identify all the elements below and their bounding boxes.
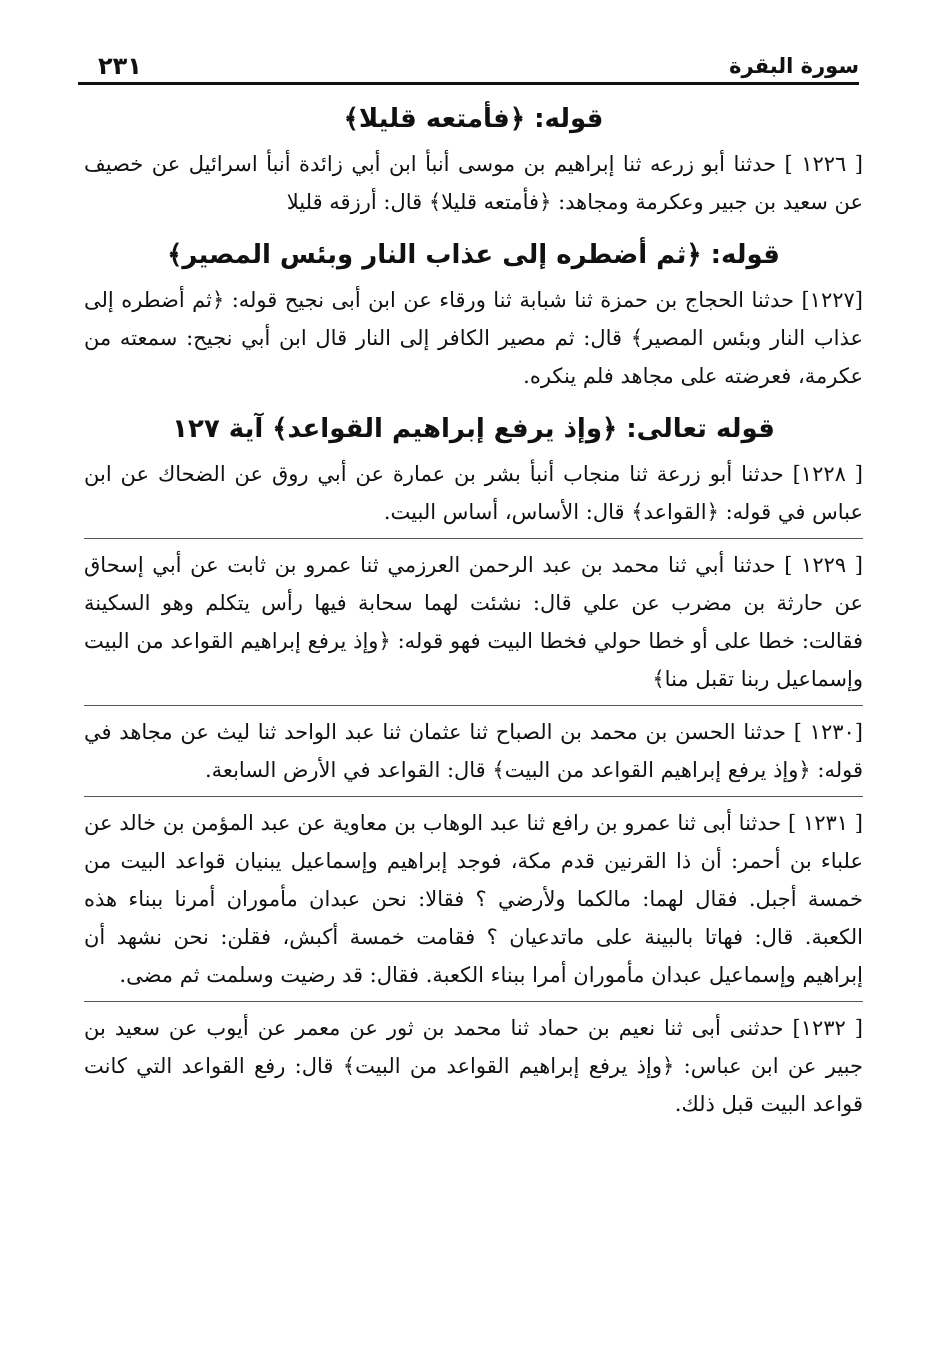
separator-rule <box>84 1001 863 1002</box>
hadith-entry: [ ١٢٣٢] حدثنى أبى ثنا نعيم بن حماد ثنا محمد بن ثور عن معمر عن أيوب عن سعيد بن جبير عن ابن عباس: ﴿وإذ يرفع إبراهيم القواعد من البيت﴾ قال: رفع القواعد التي كانت قواعد البيت قبل ذلك. <box>84 1016 864 1116</box>
separator-rule <box>84 538 863 539</box>
hadith-entry: [١٢٢٧] حدثنا الحجاج بن حمزة ثنا شبابة ثنا ورقاء عن ابن أبى نجيح قوله: ﴿ثم أضطره إلى عذاب النار وبئس المصير﴾ قال: ثم مصير الكافر إلى النار قال ابن أبي نجيح: سمعته من عكرمة، فعرضته على مجاهد فلم ينكره. <box>84 288 863 388</box>
section-heading: قوله: ﴿ثم أضطره إلى عذاب النار وبئس المصير﴾ <box>167 240 780 270</box>
separator-rule <box>84 796 863 797</box>
running-head <box>78 38 859 85</box>
hadith-entry: [ ١٢٢٩ ] حدثنا أبي ثنا محمد بن عبد الرحمن العرزمي ثنا عمرو بن ثابت عن أبي إسحاق عن حارثة بن مضرب عن علي قال: نشئت لهما سحابة فيها رأس يتكلم وهو السكينة فقالت: خطا على أو خطا حولي فخطا البيت فهو قوله: ﴿وإذ يرفع إبراهيم القواعد من البيت وإسماعيل ربنا تقبل منا﴾ <box>84 553 863 691</box>
page-number: ٢٣١ <box>98 52 142 80</box>
hadith-entry: [ ١٢٣١ ] حدثنا أبى ثنا عمرو بن رافع ثنا عبد الوهاب بن معاوية عن عبد المؤمن بن خالد عن علباء بن أحمر: أن ذا القرنين قدم مكة، فوجد إبراهيم وإسماعيل يبنيان قواعد البيت من خمسة أجبل. فقال لهما: مالكما ولأرضي ؟ فقالا: نحن عبدان مأموران أمرنا ببناء هذه الكعبة. قال: فهاتا بالبينة على ماتدعيان ؟ فقامت خمسة أكبش، فقلن: نحن نشهد أن إبراهيم وإسماعيل عبدان مأموران أمرا ببناء الكعبة. فقال: قد رضيت وسلمت ثم مضى. <box>84 811 863 987</box>
surah-title: سورة البقرة <box>729 54 859 78</box>
hadith-entry: [ ١٢٢٦ ] حدثنا أبو زرعه ثنا إبراهيم بن موسى أنبأ ابن أبي زائدة أنبأ اسرائيل عن خصيف عن سعيد بن جبير وعكرمة ومجاهد: ﴿فأمتعه قليلا﴾ قال: أرزقه قليلا <box>84 152 863 214</box>
hadith-entry: [١٢٣٠ ] حدثنا الحسن بن محمد بن الصباح ثنا عثمان ثنا عبد الواحد ثنا ليث عن مجاهد في قوله: ﴿وإذ يرفع إبراهيم القواعد من البيت﴾ قال: القواعد في الأرض السابعة. <box>84 720 863 782</box>
hadith-entry: [ ١٢٢٨] حدثنا أبو زرعة ثنا منجاب أنبأ بشر بن عمارة عن أبي روق عن الضحاك عن ابن عباس في قوله: ﴿القواعد﴾ قال: الأساس، أساس البيت. <box>84 462 864 524</box>
page-body <box>84 97 863 1123</box>
section-heading: قوله: ﴿فأمتعه قليلا﴾ <box>343 104 604 134</box>
section-heading: قوله تعالى: ﴿وإذ يرفع إبراهيم القواعد﴾ آية ١٢٧ <box>172 414 775 444</box>
separator-rule <box>84 705 863 706</box>
